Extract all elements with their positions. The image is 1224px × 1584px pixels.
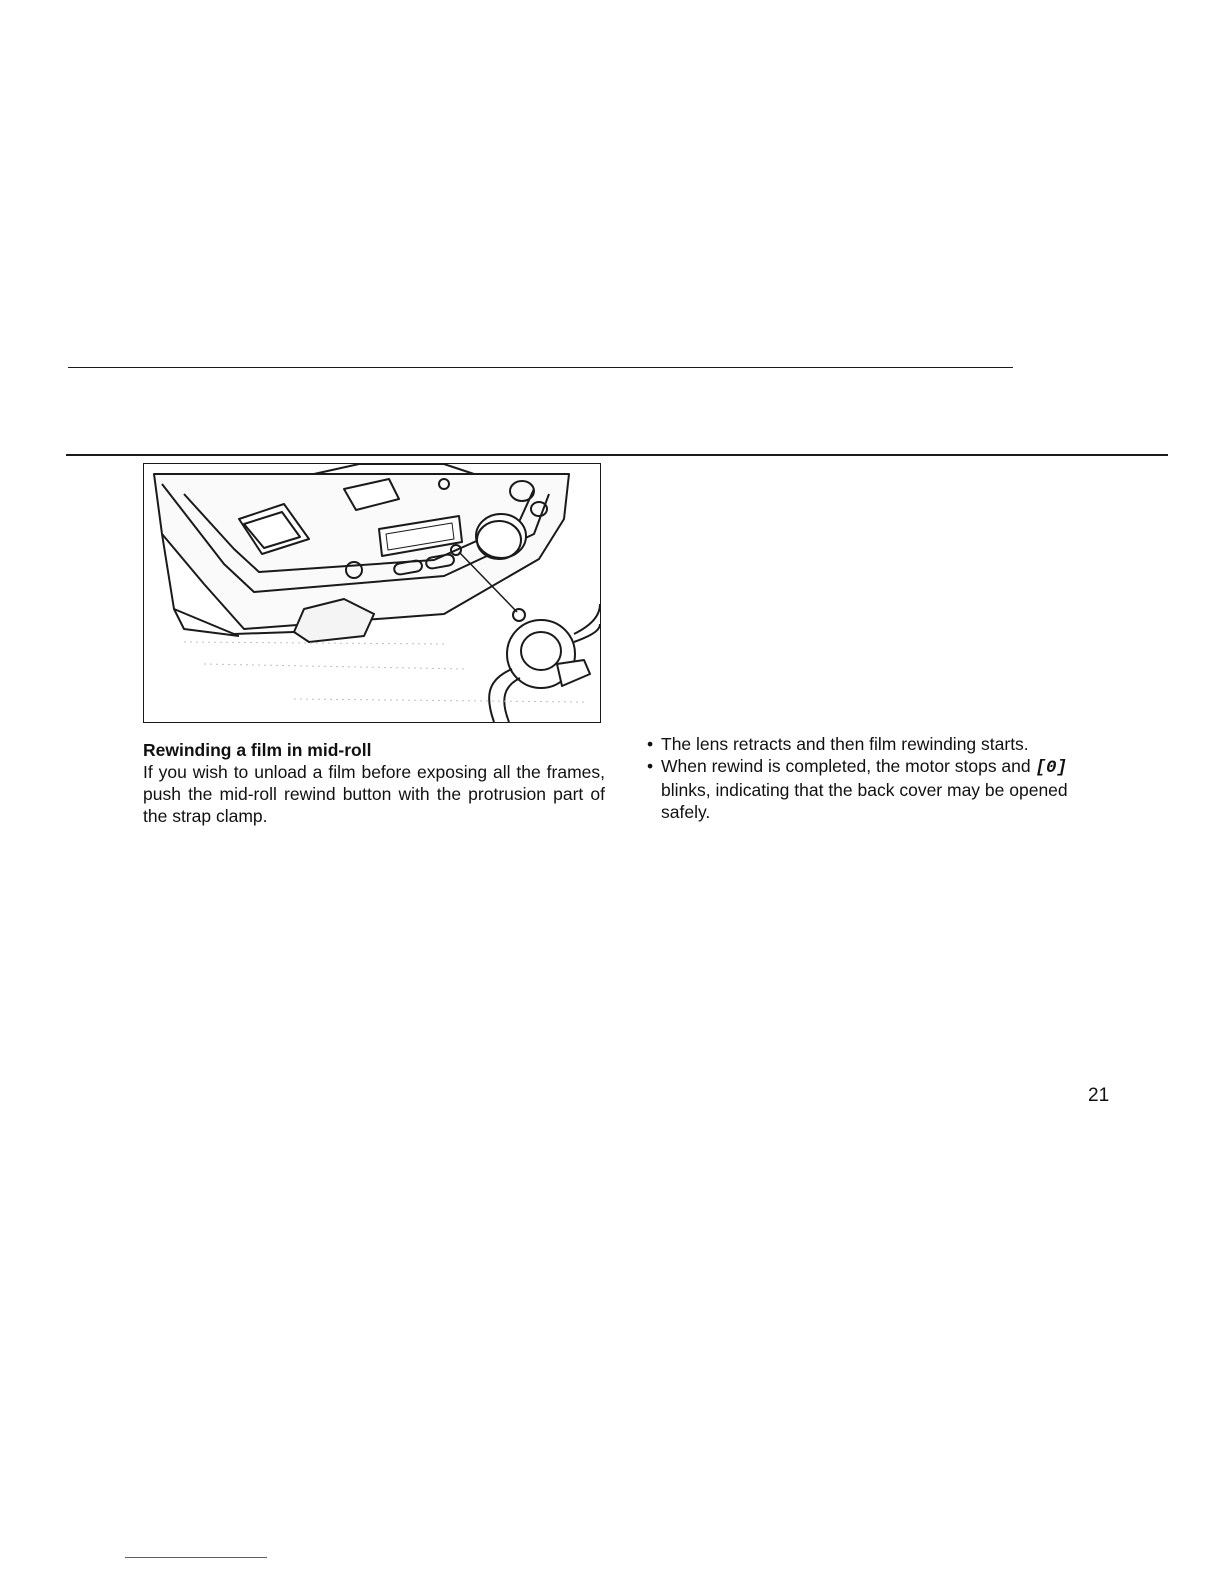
bottom-line [125, 1557, 267, 1558]
notes-list [645, 733, 1115, 823]
film-counter-symbol: [0] [1035, 758, 1068, 778]
list-item [645, 755, 1115, 823]
bullet-text-2-start: When rewind is completed, the motor stops and [661, 756, 1036, 776]
bullet-text-2-end: blinks, indicating that the back cover may be opened safely. [661, 780, 1068, 822]
camera-illustration [143, 463, 601, 723]
instruction-paragraph: If you wish to unload a film before exposing all the frames, push the mid-roll rewind button with the protrusion part of the strap clamp. [143, 762, 605, 826]
section-heading: Rewinding a film in mid-roll [143, 740, 372, 760]
right-column [645, 733, 1115, 823]
page-number: 21 [1088, 1085, 1110, 1106]
list-item [645, 733, 1115, 755]
camera-with-strap-clamp-icon [144, 464, 600, 722]
bullet-text-1: The lens retracts and then film rewinding starts. [661, 734, 1029, 754]
left-column [143, 739, 605, 827]
header-rule [66, 454, 1168, 456]
top-rule [68, 367, 1013, 368]
